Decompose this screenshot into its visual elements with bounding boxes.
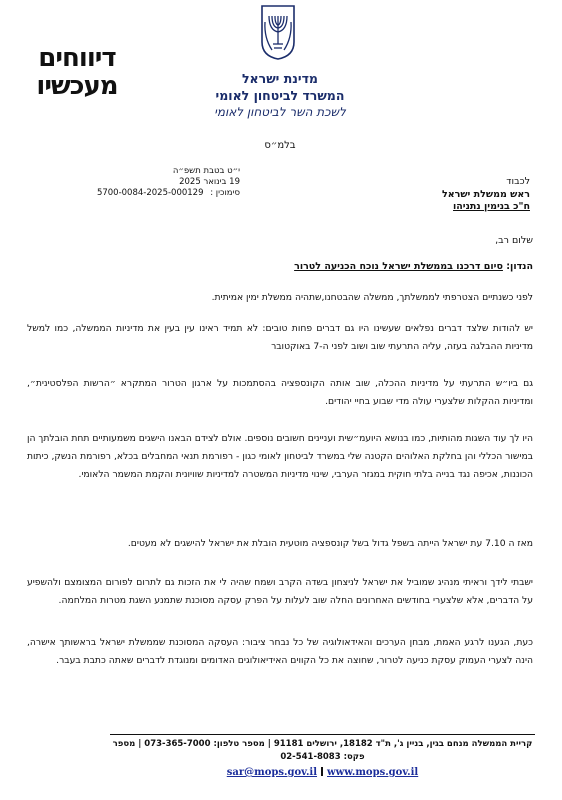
- letterhead-ministry: המשרד לביטחון לאומי: [215, 88, 345, 103]
- classification-label: בלמ״ס: [264, 140, 296, 151]
- reference-number: 5700-0084-2025-000129: [96, 188, 204, 198]
- letter-footer: [110, 734, 535, 778]
- footer-email-link[interactable]: sar@mops.gov.il: [226, 767, 318, 778]
- news-stamp: [22, 44, 132, 100]
- stamp-line-1: דיווחים: [38, 43, 116, 73]
- greeting: שלום רב,: [495, 235, 533, 246]
- subject-line: [140, 261, 533, 272]
- footer-address: קריית הממשלה מנחם בגין, בניין ג', ת"ד 18182, ירושלים 91181 | מספר טלפון: 073-365-7000 | מספר פקס: 02-541-8083: [112, 739, 533, 762]
- stamp-line-2: מעכשיו: [36, 71, 118, 101]
- letterhead-state: מדינת ישראל: [242, 71, 318, 86]
- letterhead: [180, 70, 380, 121]
- letterhead-office: לשכת השר לביטחון לאומי: [214, 105, 346, 119]
- footer-separator: [321, 767, 323, 776]
- body-paragraph: גם ביו״ש התרעתי על מדיניות ההכלה, שוב אותה הקונספציה בהסתמכות על ארגון הטרור המתקרא ״הרשות הפלסטינית״, ומדיניות ההקלות שלצערי עולה מדי שבוע בחיי יהודים.: [27, 378, 533, 407]
- letter-meta: [90, 166, 240, 199]
- body-paragraph: היו לך עוד השגות מהותיות, כמו בנושא היועמ״שית ועניינים חשובים נוספים. אולם לצידם הבאנו הישגים משמעותיים תחת הובלתך הן במישור הכללי והן בחלקת האלוהים הקטנה שלי במשרד לביטחון לאומי כגון - רפורמת תנאי המחבלים בכלא, רפורמת הנשק, כיתות הכוננות, אכיפה נגד בנייה בלתי חוקית במגזר הערבי, שינוי מדיניות המשטרה למדיניות שוויונית והקמת המשמר הלאומי.: [27, 433, 533, 480]
- recipient-name: ח"כ בנימין נתניהו: [453, 201, 530, 212]
- footer-links: [110, 766, 535, 779]
- recipient-block: [330, 176, 530, 214]
- recipient-salutation: לכבוד: [506, 176, 530, 187]
- reference-row: [90, 188, 240, 199]
- subject-label: הנדון:: [502, 261, 533, 272]
- state-emblem-icon: [258, 4, 298, 60]
- body-paragraph: מאז ה 7.10 עת ישראל הייתה בשפל גדול בשל קונספציה מוטעית הובלת את ישראל להישגים לא מעטים.: [127, 538, 533, 549]
- body-paragraph: ישבתי לידך וראיתי מנהיג שמוביל את ישראל לניצחון בשדה הקרב ושמח שהיה לי את הזכות גם לתרום לפורום המצומצם ולהשפיע על הדברים, אלא שלצערי בחודשים האחרונים החלה שוב לעלות על הפרק עסקה מסוכנת שתמנע השגת מטרות המלחמה.: [27, 577, 533, 606]
- footer-website-link[interactable]: www.mops.gov.il: [327, 767, 419, 778]
- body-paragraph: לפני כשנתיים הצטרפתי לממשלתך, ממשלה שהבטחנו,שתהיה ממשלת ימין אמיתית.: [211, 292, 533, 303]
- subject-text: סיום דרכנו בממשלת ישראל נוכח הכניעה לטרור: [294, 261, 503, 272]
- gregorian-date: 19 בינואר 2025: [179, 177, 240, 187]
- hebrew-date: י״ט בטבת תשפ״ה: [172, 166, 240, 176]
- recipient-title: ראש ממשלת ישראל: [441, 188, 530, 200]
- reference-label: סימוכין :: [210, 188, 240, 198]
- body-paragraph: כעת, הגענו לרגע האמת, מבחן הערכים והאידאולוגיה של כל נבחר ציבור: העסקה המסוכנת שממשלת ישראל בראשותך אישרה, הינה לצערי העמוק עסקת כניעה לטרור, שחוצה את כל הקווים האידיאולוגים האדומים ומנוגדת לדברים שאתה כתבת בעבר.: [27, 637, 533, 666]
- body-paragraph: יש להודות שלצד דברים נפלאים שעשינו היו גם דברים פחות טובים: לא תמיד ראינו עין בעין את מדיניות הממשלה, כמו למשל מדיניות ההבלגה בעזה, עליה התרעתי שוב ושוב לפני ה-7 באוקטובר: [27, 323, 533, 352]
- footer-divider: [110, 734, 535, 735]
